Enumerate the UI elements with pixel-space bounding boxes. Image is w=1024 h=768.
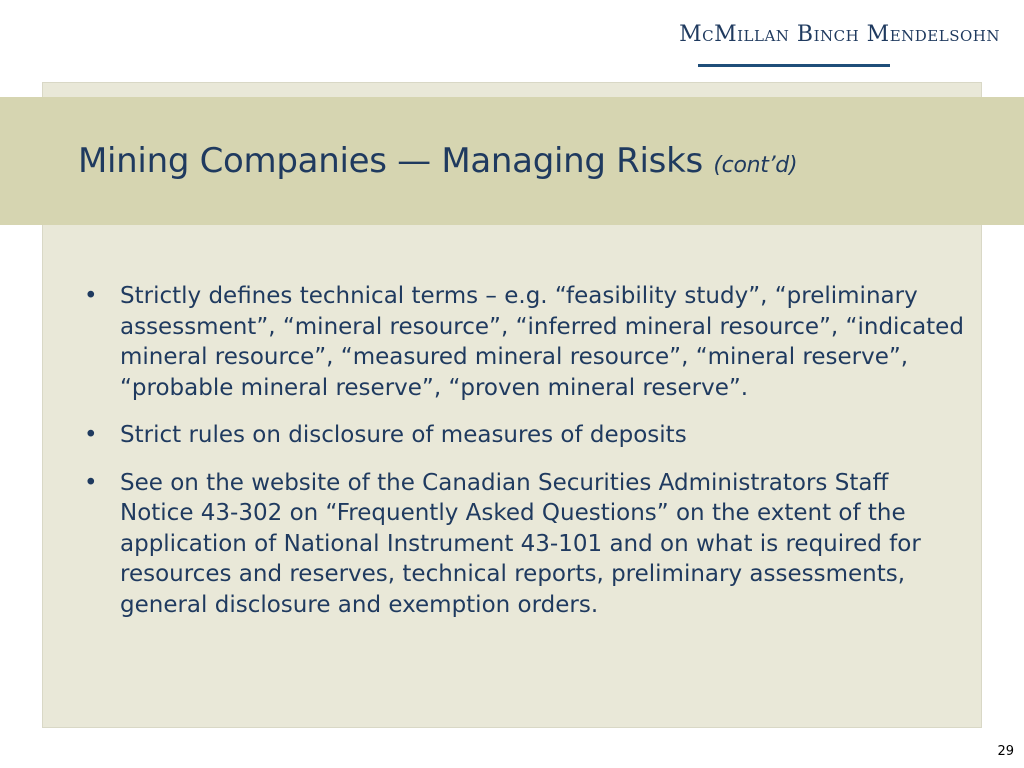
- bullet-marker: •: [84, 469, 98, 496]
- bullet-item: [84, 281, 964, 403]
- bullet-list: [84, 281, 964, 637]
- company-logo: McMillan Binch Mendelsohn: [679, 22, 1000, 47]
- bullet-marker: •: [84, 422, 98, 448]
- bullet-text: Strict rules on disclosure of measures of deposits: [120, 422, 687, 448]
- slide-title-suffix: (cont’d): [713, 153, 798, 178]
- slide-title: [78, 141, 797, 181]
- slide-title-second: Managing Risks: [441, 141, 703, 181]
- bullet-text: Strictly defines technical terms – e.g. “feasibility study”, “preliminary assessment”, “mineral resource”, “inferred mineral resource”, “indicated mineral resource”, “measured mineral resource”, “mineral reserve”, “probable mineral reserve”, “proven mineral reserve”.: [120, 283, 964, 401]
- logo-underline-divider: [698, 64, 890, 67]
- bullet-item: [84, 420, 964, 451]
- slide-title-dash: —: [397, 141, 431, 181]
- slide-title-main: Mining Companies: [78, 141, 387, 181]
- bullet-item: [84, 468, 964, 621]
- bullet-marker: •: [84, 283, 98, 309]
- bullet-text: See on the website of the Canadian Securities Administrators Staff Notice 43-302 on “Frequently Asked Questions” on the extent of the application of National Instrument 43-101 and on what is required for resources and reserves, technical reports, preliminary assessments, general disclosure and exemption orders.: [120, 469, 921, 618]
- page-number: 29: [997, 744, 1014, 759]
